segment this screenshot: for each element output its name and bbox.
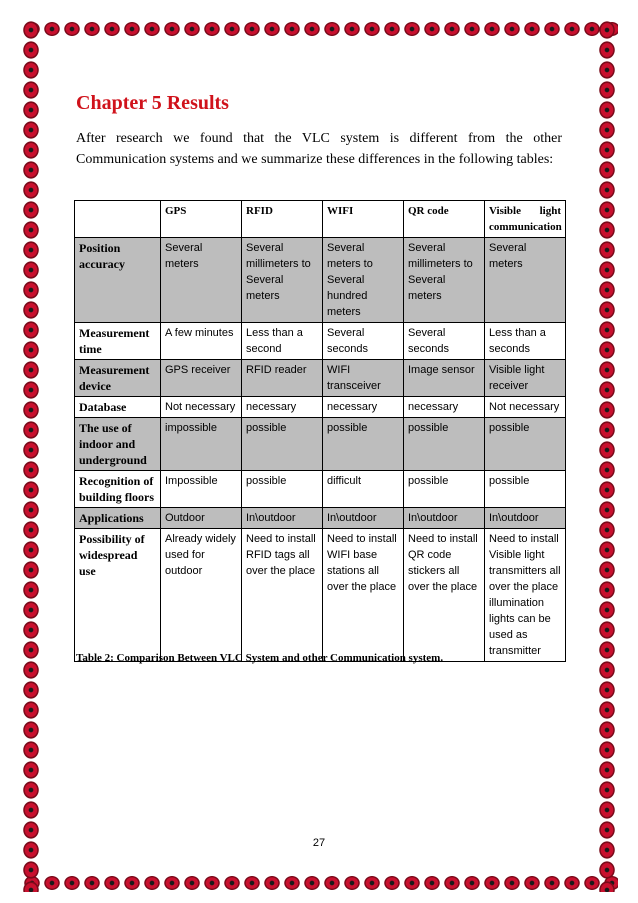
table-cell: possible	[242, 418, 323, 471]
row-label: Measurement time	[75, 323, 161, 360]
header-cell-empty	[75, 201, 161, 238]
intro-paragraph: After research we found that the VLC system is different from the other Communication systems and we summarize these differences in the following tables:	[76, 131, 562, 167]
row-label: The use of indoor and underground	[75, 418, 161, 471]
table-cell: impossible	[161, 418, 242, 471]
table-cell: possible	[242, 471, 323, 508]
table-cell: Several seconds	[323, 323, 404, 360]
table-cell: possible	[323, 418, 404, 471]
table-cell: Need to install QR code stickers all over the place	[404, 529, 485, 662]
table-cell: In\outdoor	[485, 508, 566, 529]
table-cell: In\outdoor	[323, 508, 404, 529]
table-cell: Several meters to Several hundred meters	[323, 238, 404, 323]
chapter-title: Chapter 5 Results	[76, 92, 229, 114]
row-label: Database	[75, 397, 161, 418]
table-caption: Table 2: Comparison Between VLC System and other Communication system.	[76, 652, 444, 664]
table-cell: Not necessary	[485, 397, 566, 418]
table-cell: Less than a second	[242, 323, 323, 360]
table-cell: necessary	[323, 397, 404, 418]
table-cell: Image sensor	[404, 360, 485, 397]
decorative-border-top	[22, 20, 618, 38]
table-cell: Need to install Visible light transmitters all over the place illumination lights can be used as transmitter	[485, 529, 566, 662]
header-cell-vlc: Visible light communication	[485, 201, 566, 238]
table-cell: Outdoor	[161, 508, 242, 529]
table-cell: Several seconds	[404, 323, 485, 360]
table-cell: Several millimeters to Several meters	[404, 238, 485, 323]
table-cell: possible	[485, 418, 566, 471]
comparison-table	[74, 200, 566, 662]
table-cell: Need to install RFID tags all over the place	[242, 529, 323, 662]
row-label: Possibility of widespread use	[75, 529, 161, 662]
table-cell: possible	[404, 471, 485, 508]
table-row	[75, 508, 566, 529]
table-cell: Need to install WIFI base stations all over the place	[323, 529, 404, 662]
table-row	[75, 418, 566, 471]
header-cell-rfid: RFID	[242, 201, 323, 238]
table-cell: GPS receiver	[161, 360, 242, 397]
table-cell: Not necessary	[161, 397, 242, 418]
table-cell: Several meters	[485, 238, 566, 323]
decorative-border-right	[598, 20, 616, 892]
table-cell: Impossible	[161, 471, 242, 508]
table-cell: Less than a seconds	[485, 323, 566, 360]
row-label: Applications	[75, 508, 161, 529]
table-cell: difficult	[323, 471, 404, 508]
header-cell-wifi: WIFI	[323, 201, 404, 238]
header-cell-qr-code: QR code	[404, 201, 485, 238]
row-label: Measurement device	[75, 360, 161, 397]
table-cell: A few minutes	[161, 323, 242, 360]
row-label: Position accuracy	[75, 238, 161, 323]
row-label: Recognition of building floors	[75, 471, 161, 508]
table-row	[75, 397, 566, 418]
table-cell: In\outdoor	[404, 508, 485, 529]
table-row	[75, 323, 566, 360]
table-cell: Already widely used for outdoor	[161, 529, 242, 662]
table-cell: possible	[404, 418, 485, 471]
table-cell: WIFI transceiver	[323, 360, 404, 397]
table-row	[75, 360, 566, 397]
table-cell: necessary	[242, 397, 323, 418]
table-cell: Several millimeters to Several meters	[242, 238, 323, 323]
table-cell: RFID reader	[242, 360, 323, 397]
decorative-border-left	[22, 20, 40, 892]
table-header-row	[75, 201, 566, 238]
decorative-border-bottom	[22, 874, 618, 892]
table-cell: Visible light receiver	[485, 360, 566, 397]
table-cell: possible	[485, 471, 566, 508]
page-number: 27	[312, 837, 326, 849]
table-row	[75, 529, 566, 662]
table-row	[75, 471, 566, 508]
table-cell: In\outdoor	[242, 508, 323, 529]
header-cell-gps: GPS	[161, 201, 242, 238]
table-cell: necessary	[404, 397, 485, 418]
table-row	[75, 238, 566, 323]
table-cell: Several meters	[161, 238, 242, 323]
